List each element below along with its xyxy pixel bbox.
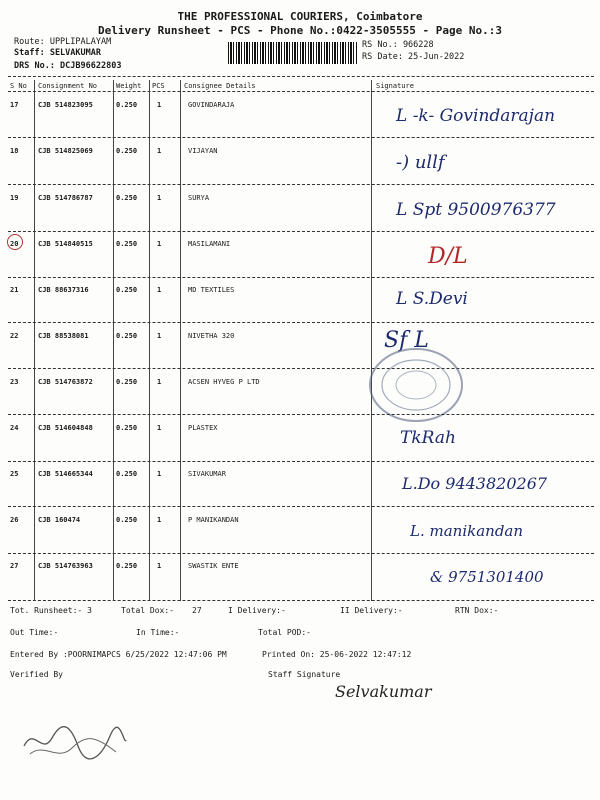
row-sno: 22 <box>10 332 19 340</box>
row-consignment: CJB 514786787 <box>38 194 93 202</box>
row-weight: 0.250 <box>116 470 138 478</box>
total-dox-label: Total Dox:- <box>121 606 174 615</box>
row-consignment: CJB 514604848 <box>38 424 93 432</box>
row-weight: 0.250 <box>116 424 138 432</box>
staff-signature: Selvakumar <box>335 682 432 701</box>
row-sno: 27 <box>10 562 19 570</box>
out-time: Out Time:- <box>10 628 59 637</box>
row-sno: 21 <box>10 286 19 294</box>
row-sno: 19 <box>10 194 19 202</box>
company-title: THE PROFESSIONAL COURIERS, Coimbatore <box>177 10 423 23</box>
row-sno: 25 <box>10 470 19 478</box>
row-consignee: MD TEXTILES <box>188 286 235 294</box>
row-pcs: 1 <box>157 470 162 478</box>
row-weight: 0.250 <box>116 240 138 248</box>
row-signature: L Spt 9500976377 <box>396 200 556 220</box>
row-sno: 17 <box>10 101 19 109</box>
col-consignment: Consignment No <box>38 82 98 90</box>
total-pod: Total POD:- <box>258 628 311 637</box>
row-signature: TkRah <box>400 428 456 448</box>
row-weight: 0.250 <box>116 332 138 340</box>
row-weight: 0.250 <box>116 147 138 155</box>
row-consignee: GOVINDARAJA <box>188 101 235 109</box>
row-consignee: P MANIKANDAN <box>188 516 239 524</box>
row-signature: L S.Devi <box>396 289 468 309</box>
row-pcs: 1 <box>157 286 162 294</box>
tot-runsheet: Tot. Runsheet:- 3 <box>10 606 92 615</box>
total-dox-value: 27 <box>192 606 202 615</box>
row-consignment: CJB 514763872 <box>38 378 93 386</box>
row-signature: D/L <box>428 244 468 269</box>
row-consignment: CJB 514840515 <box>38 240 93 248</box>
ii-delivery: II Delivery:- <box>340 606 403 615</box>
col-weight: Weight <box>116 82 142 90</box>
row-consignee: ACSEN HYVEG P LTD <box>188 378 260 386</box>
col-sno: S No <box>10 82 27 90</box>
row-weight: 0.250 <box>116 378 138 386</box>
printed-on: Printed On: 25-06-2022 12:47:12 <box>262 650 412 659</box>
row-weight: 0.250 <box>116 562 138 570</box>
col-pcs: PCS <box>152 82 165 90</box>
in-time: In Time:- <box>136 628 180 637</box>
row-consignee: SURYA <box>188 194 210 202</box>
row-signature: Sf L <box>384 328 429 353</box>
row-consignment: CJB 160474 <box>38 516 81 524</box>
row-sno: 26 <box>10 516 19 524</box>
row-pcs: 1 <box>157 516 162 524</box>
row-consignee: SWASTIK ENTE <box>188 562 239 570</box>
row-sno: 20 <box>10 240 19 248</box>
row-consignment: CJB 514665344 <box>38 470 93 478</box>
row-sno: 24 <box>10 424 19 432</box>
row-pcs: 1 <box>157 101 162 109</box>
row-consignee: SIVAKUMAR <box>188 470 226 478</box>
row-signature: -) ullf <box>396 152 445 173</box>
row-pcs: 1 <box>157 147 162 155</box>
row-consignment: CJB 88538081 <box>38 332 89 340</box>
route-label: Route: UPPLIPALAYAM <box>14 37 112 47</box>
row-pcs: 1 <box>157 194 162 202</box>
row-signature: L -k- Govindarajan <box>396 106 556 126</box>
col-consignee: Consignee Details <box>184 82 256 90</box>
row-sno: 18 <box>10 147 19 155</box>
rs-date: RS Date: 25-Jun-2022 <box>362 52 465 62</box>
row-consignee: VIJAYAN <box>188 147 218 155</box>
row-consignee: PLASTEX <box>188 424 218 432</box>
runsheet-subtitle: Delivery Runsheet - PCS - Phone No.:0422-3505555 - Page No.:3 <box>98 24 502 37</box>
row-pcs: 1 <box>157 332 162 340</box>
row-consignment: CJB 88637316 <box>38 286 89 294</box>
row-pcs: 1 <box>157 240 162 248</box>
row-consignee: MASILAMANI <box>188 240 231 248</box>
col-signature: Signature <box>376 82 414 90</box>
rtn-dox: RTN Dox:- <box>455 606 499 615</box>
row-weight: 0.250 <box>116 194 138 202</box>
entered-by: Entered By :POORNIMAPCS 6/25/2022 12:47:06 PM <box>10 650 227 659</box>
verified-by: Verified By <box>10 670 63 679</box>
row-weight: 0.250 <box>116 101 138 109</box>
staff-signature-label: Staff Signature <box>268 670 341 679</box>
row-consignment: CJB 514763963 <box>38 562 93 570</box>
row-pcs: 1 <box>157 378 162 386</box>
row-weight: 0.250 <box>116 286 138 294</box>
staff-label: Staff: SELVAKUMAR <box>14 48 101 58</box>
i-delivery: I Delivery:- <box>228 606 286 615</box>
verifier-scribble <box>20 716 130 766</box>
row-weight: 0.250 <box>116 516 138 524</box>
row-pcs: 1 <box>157 562 162 570</box>
row-signature: L.Do 9443820267 <box>402 474 548 493</box>
row-consignment: CJB 514823095 <box>38 101 93 109</box>
rs-no: RS No.: 966228 <box>362 40 434 50</box>
row-signature: & 9751301400 <box>430 568 544 586</box>
row-sno: 23 <box>10 378 19 386</box>
drs-label: DRS No.: DCJB96622803 <box>14 61 122 71</box>
barcode <box>228 42 358 64</box>
row-pcs: 1 <box>157 424 162 432</box>
row-consignment: CJB 514825069 <box>38 147 93 155</box>
row-signature: L. manikandan <box>410 522 524 540</box>
row-consignee: NIVETHA 320 <box>188 332 235 340</box>
